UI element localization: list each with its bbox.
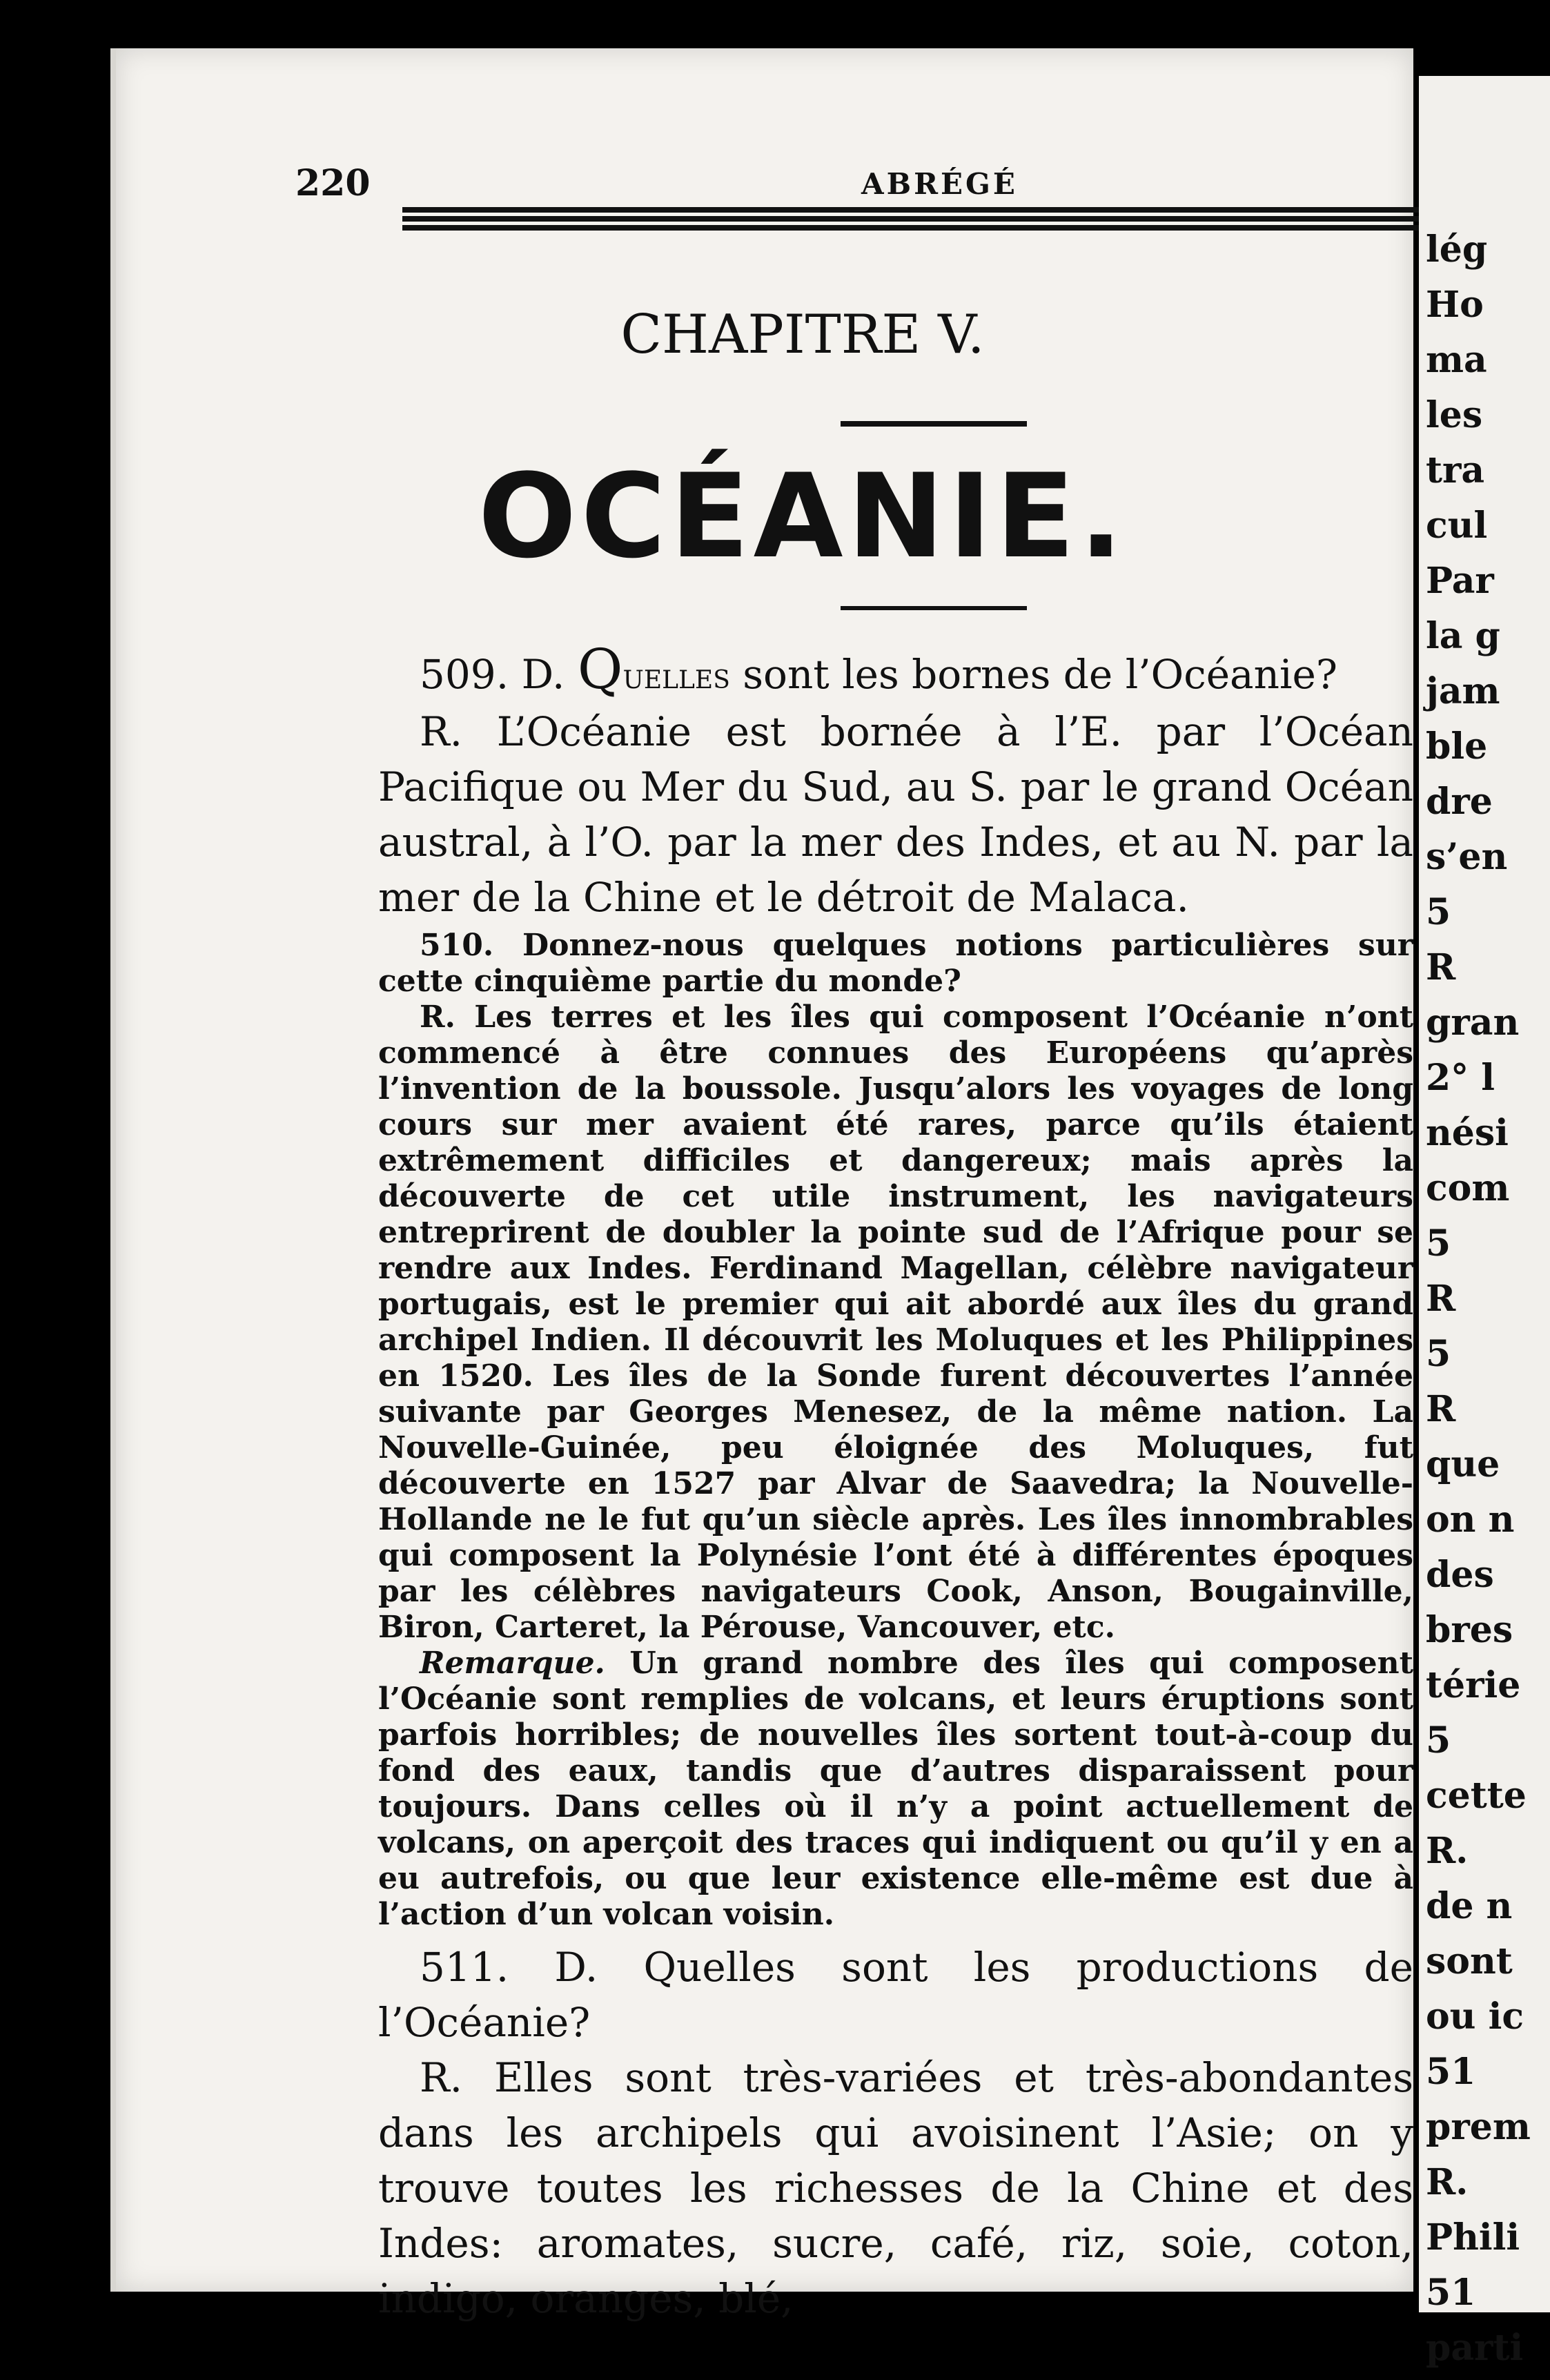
right-page-line: la g	[1426, 615, 1500, 657]
title-divider	[841, 606, 1027, 610]
question-511: 511. D. Quelles sont les productions de l’Océanie?	[378, 1944, 1413, 2046]
remark-510: Remarque. Un grand nombre des îles qui composent l’Océanie sont remplies de volcans, et leurs éruptions sont parfois horribles; de nouvelles îles sortent tout-à-coup du fond des eaux, tandis que d’autres disparaissent pour toujours. Dans celles où il n’y a point actuellement de volcans, on aperçoit des traces qui indiquent ou qu’il y en a eu autrefois, ou que leur existence elle-même est due à l’action d’un volcan voisin.	[378, 1646, 1413, 1932]
answer-510: R. Les terres et les îles qui composent l’Océanie n’ont commencé à être connues des Européens qu’après l’invention de la boussole. Jusqu’alors les voyages de long cours sur mer avaient été rares, parce qu’ils étaient extrêmement difficiles et dangereux; mais après la découverte de cet utile instrument, les navigateurs entreprirent de doubler la pointe sud de l’Afrique pour se rendre aux Indes. Ferdinand Magellan, célèbre navigateur portugais, est le premier qui ait abordé aux îles du grand archipel Indien. Il découvrit les Moluques et les Philippines en 1520. Les îles de la Sonde furent découvertes l’année suivante par Georges Menesez, de la même nation. La Nouvelle-Guinée, peu éloignée des Moluques, fut découverte en 1527 par Alvar de Saavedra; la Nouvelle-Hollande ne le fut qu’un siècle après. Les îles innombrables qui composent la Polynésie l’ont été à différentes époques par les célèbres navigateurs Cook, Anson, Bougainville, Biron, Carteret, la Pérouse, Vancouver, etc.	[378, 999, 1413, 1645]
question-509: 509. D. Quelles sont les bornes de l’Océanie?	[420, 637, 1337, 701]
question-510: 510. Donnez-nous quelques notions particulières sur cette cinquième partie du monde?	[378, 928, 1413, 999]
right-page-line: que	[1426, 1443, 1500, 1485]
right-page-line: lég	[1426, 228, 1488, 271]
running-head: ABRÉGÉ	[861, 167, 1018, 201]
right-page-line: ou ic	[1426, 1996, 1524, 2038]
right-page-line: jam	[1426, 670, 1500, 712]
right-page-line: Ho	[1426, 284, 1484, 326]
chapter-title: OCÉANIE.	[478, 449, 1128, 584]
right-page-line: R	[1426, 946, 1456, 988]
right-page-line: 5	[1426, 1719, 1451, 1762]
right-page-line: ma	[1426, 339, 1487, 381]
header-rule	[402, 207, 1438, 234]
chapter-label: CHAPITRE V.	[620, 304, 985, 366]
chapter-divider	[841, 421, 1027, 427]
right-page-line: 5	[1426, 1222, 1451, 1265]
right-page-line: 5	[1426, 1333, 1451, 1375]
right-page-line: prem	[1426, 2106, 1531, 2148]
right-page-line: les	[1426, 394, 1483, 436]
right-page-line: nési	[1426, 1112, 1509, 1154]
right-page-line: parti	[1426, 2327, 1524, 2369]
right-page-line: ble	[1426, 725, 1488, 768]
page-number: 220	[295, 162, 371, 204]
right-page-line: cul	[1426, 505, 1488, 547]
right-page-line: s’en	[1426, 836, 1508, 878]
right-page-line: Phili	[1426, 2216, 1520, 2259]
right-page-line: gran	[1426, 1002, 1520, 1044]
right-page-line: sont	[1426, 1940, 1513, 1982]
right-page-line: tra	[1426, 449, 1485, 491]
right-page-line: R.	[1426, 2161, 1469, 2203]
remark-label: Remarque.	[420, 1646, 605, 1681]
right-page-line: de n	[1426, 1885, 1513, 1927]
answer-511: R. Elles sont très-variées et très-abondantes dans les archipels qui avoisinent l’Asie; on y trouve toutes les richesses de la Chine et des Indes: aromates, sucre, café, riz, soie, coton, indigo, oranges, blé,	[378, 2054, 1413, 2322]
right-page-line: dre	[1426, 781, 1493, 823]
right-page-line: com	[1426, 1167, 1510, 1209]
right-page-line: on n	[1426, 1499, 1515, 1541]
right-page-line: 5	[1426, 891, 1451, 933]
right-page-line: des	[1426, 1554, 1494, 1596]
right-page-line: R	[1426, 1278, 1456, 1320]
right-page-line: 51	[1426, 2051, 1476, 2093]
right-page-line: R	[1426, 1388, 1456, 1430]
right-page-line: térie	[1426, 1664, 1521, 1706]
body-text	[378, 637, 1413, 2326]
answer-509: R. L’Océanie est bornée à l’E. par l’Océan Pacifique ou Mer du Sud, au S. par le grand Océan austral, à l’O. par la mer des Indes, et au N. par la mer de la Chine et le détroit de Malaca.	[378, 708, 1413, 921]
right-page-line: 51	[1426, 2272, 1476, 2314]
right-page-line: Par	[1426, 560, 1494, 602]
left-page	[110, 48, 1413, 2322]
right-page-line: bres	[1426, 1609, 1513, 1651]
right-page-line: 2° l	[1426, 1057, 1495, 1099]
right-page-line: R.	[1426, 1830, 1469, 1872]
right-page-line: cette	[1426, 1775, 1527, 1817]
right-page-edge	[1419, 76, 1550, 2369]
